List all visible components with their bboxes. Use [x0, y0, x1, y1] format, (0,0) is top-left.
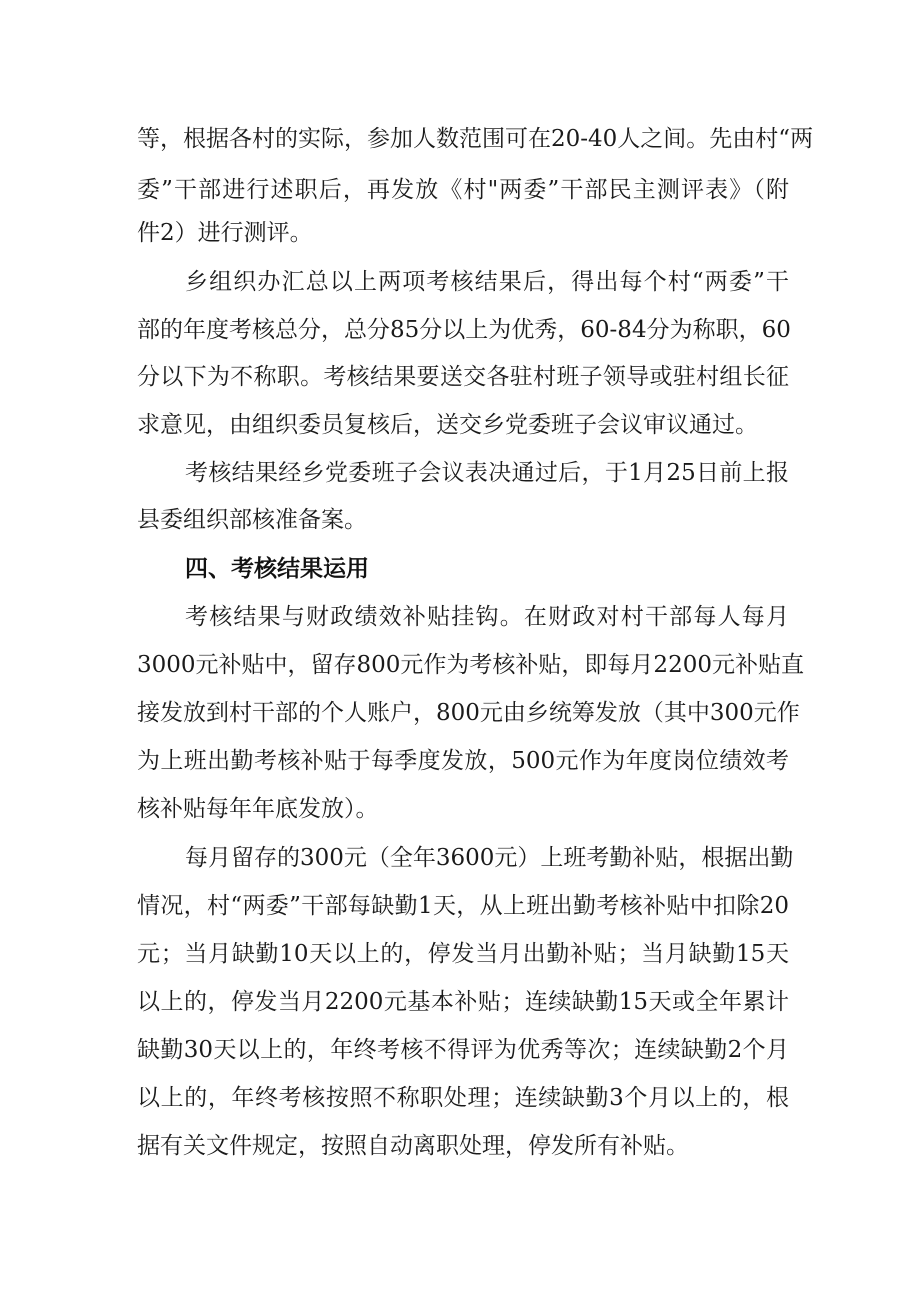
paragraph-1-line-3: 件2）进行测评。	[137, 220, 313, 246]
paragraph-4-line-3: 接发放到村干部的个人账户，800元由乡统筹发放（其中300元作	[137, 700, 800, 726]
paragraph-5-line-7: 据有关文件规定，按照自动离职处理，停发所有补贴。	[137, 1133, 689, 1159]
paragraph-5-line-1: 每月留存的300元（全年3600元）上班考勤补贴，根据出勤	[185, 845, 794, 871]
paragraph-2-line-2: 部的年度考核总分，总分85分以上为优秀，60-84分为称职，60	[137, 317, 791, 343]
paragraph-5-line-6: 以上的，年终考核按照不称职处理；连续缺勤3个月以上的，根	[137, 1085, 789, 1111]
section-heading: 四、考核结果运用	[185, 556, 369, 582]
paragraph-3-line-2: 县委组织部核准备案。	[137, 507, 367, 533]
paragraph-3-line-1: 考核结果经乡党委班子会议表决通过后，于1月25日前上报	[185, 460, 789, 486]
paragraph-5-line-4: 以上的，停发当月2200元基本补贴；连续缺勤15天或全年累计	[137, 989, 789, 1015]
paragraph-2-line-4: 求意见，由组织委员复核后，送交乡党委班子会议审议通过。	[137, 412, 758, 438]
paragraph-4-line-2: 3000元补贴中，留存800元作为考核补贴，即每月2200元补贴直	[137, 652, 804, 678]
paragraph-5-line-3: 元；当月缺勤10天以上的，停发当月出勤补贴；当月缺勤15天	[137, 941, 789, 967]
paragraph-4-line-5: 核补贴每年年底发放）。	[137, 796, 379, 822]
paragraph-4-line-1: 考核结果与财政绩效补贴挂钩。在财政对村干部每人每月	[185, 604, 789, 630]
paragraph-1-line-2: 委”干部进行述职后，再发放《村"两委”干部民主测评表》（附	[137, 177, 789, 203]
paragraph-1-line-1: 等，根据各村的实际，参加人数范围可在20-40人之间。先由村“两	[137, 126, 814, 152]
paragraph-2-line-3: 分以下为不称职。考核结果要送交各驻村班子领导或驻村组长征	[137, 364, 789, 390]
paragraph-5-line-2: 情况，村“两委”干部每缺勤1天，从上班出勤考核补贴中扣除20	[137, 893, 789, 919]
paragraph-5-line-5: 缺勤30天以上的，年终考核不得评为优秀等次；连续缺勤2个月	[137, 1037, 789, 1063]
paragraph-4-line-4: 为上班出勤考核补贴于每季度发放，500元作为年度岗位绩效考	[137, 748, 789, 774]
paragraph-2-line-1: 乡组织办汇总以上两项考核结果后，得出每个村“两委”干	[185, 269, 789, 295]
